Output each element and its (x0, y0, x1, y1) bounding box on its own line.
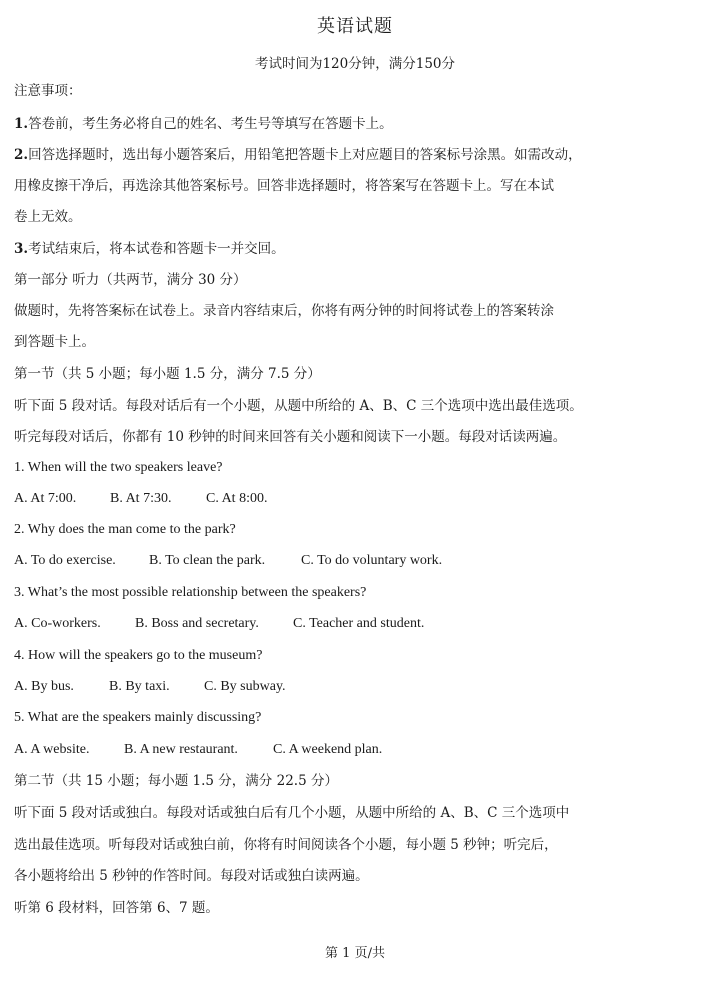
question-3-options (14, 615, 424, 633)
exam-duration: 考试时间为120分钟，满分150分 (254, 56, 456, 72)
section2-intro-line-3: 各小题将给出 5 秒钟的作答时间。每段对话或独白读两遍。 (14, 868, 369, 884)
option-c: C. By subway. (204, 679, 286, 694)
question-4-options (14, 678, 286, 696)
section2-intro-line-1: 听下面 5 段对话或独白。每段对话或独白后有几个小题，从题中所给的 A、B、C 三个选项中 (14, 805, 570, 821)
page-title: 英语试题 (317, 16, 393, 37)
question-3: 3. What’s the most possible relationship between the speakers? (14, 585, 367, 600)
section1-heading: 第一节（共 5 小题；每小题 1.5 分，满分 7.5 分） (14, 366, 321, 382)
option-c: C. To do voluntary work. (301, 553, 443, 568)
question-5: 5. What are the speakers mainly discussing? (14, 710, 262, 725)
option-b: B. A new restaurant. (124, 742, 238, 757)
notice-item-2-line-2: 用橡皮擦干净后，再选涂其他答案标号。回答非选择题时，将答案写在答题卡上。写在本试 (14, 178, 554, 194)
question-2: 2. Why does the man come to the park? (14, 522, 236, 537)
notice-item-3: 3.考试结束后，将本试卷和答题卡一并交回。 (14, 241, 285, 257)
page-number: 第 1 页/共 (325, 946, 385, 961)
question-2-options (14, 552, 442, 570)
option-b: B. Boss and secretary. (135, 616, 259, 631)
question-5-options (14, 741, 382, 759)
section2-material-6: 听第 6 段材料，回答第 6、7 题。 (14, 900, 219, 916)
option-b: B. At 7:30. (110, 491, 172, 506)
section2-heading: 第二节（共 15 小题；每小题 1.5 分，满分 22.5 分） (14, 773, 338, 789)
question-4: 4. How will the speakers go to the museum? (14, 648, 263, 663)
part1-heading: 第一部分 听力（共两节，满分 30 分） (14, 272, 247, 288)
question-1: 1. When will the two speakers leave? (14, 460, 223, 475)
notice-item-1: 1.答卷前，考生务必将自己的姓名、考生号等填写在答题卡上。 (14, 116, 393, 132)
option-c: C. Teacher and student. (293, 616, 425, 631)
question-1-options (14, 490, 267, 508)
option-a: A. A website. (14, 742, 90, 757)
notice-item-2-line-3: 卷上无效。 (14, 209, 82, 225)
notice-item-2: 2.回答选择题时，选出每小题答案后，用铅笔把答题卡上对应题目的答案标号涂黑。如需改动， (14, 147, 582, 163)
option-a: A. At 7:00. (14, 491, 77, 506)
part1-intro-line-2: 到答题卡上。 (14, 334, 95, 350)
option-c: C. At 8:00. (206, 491, 268, 506)
option-a: A. By bus. (14, 679, 74, 694)
notice-heading: 注意事项： (14, 83, 82, 99)
option-c: C. A weekend plan. (273, 742, 383, 757)
section1-intro-line-1: 听下面 5 段对话。每段对话后有一个小题，从题中所给的 A、B、C 三个选项中选出最佳选项。 (14, 398, 583, 414)
option-a: A. To do exercise. (14, 553, 116, 568)
section2-intro-line-2: 选出最佳选项。听每段对话或独白前，你将有时间阅读各个小题，每小题 5 秒钟；听完后， (14, 837, 558, 853)
part1-intro-line-1: 做题时，先将答案标在试卷上。录音内容结束后，你将有两分钟的时间将试卷上的答案转涂 (14, 303, 554, 319)
section1-intro-line-2: 听完每段对话后，你都有 10 秒钟的时间来回答有关小题和阅读下一小题。每段对话读两遍。 (14, 429, 567, 445)
option-b: B. By taxi. (109, 679, 170, 694)
option-a: A. Co-workers. (14, 616, 101, 631)
option-b: B. To clean the park. (149, 553, 266, 568)
